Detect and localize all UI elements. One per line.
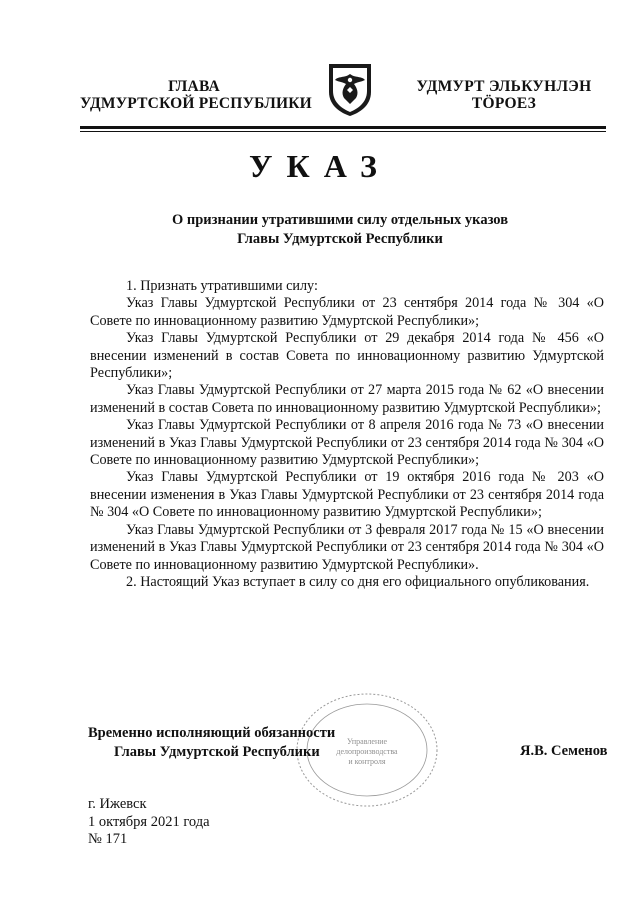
header-left-line1: ГЛАВА xyxy=(168,78,220,95)
subject-line1: О признании утратившими силу отдельных указов xyxy=(171,212,509,228)
body-paragraph-2: Указ Главы Удмуртской Республики от 23 сентября 2014 года № 304 «О Совете по инновационному развитию Удмуртской Республики»; xyxy=(90,295,604,329)
header-left xyxy=(80,78,312,112)
header-rule-thick xyxy=(80,126,606,129)
signatory-position-line1: Временно исполняющий обязанности xyxy=(88,725,336,741)
signatory-name: Я.В. Семенов xyxy=(520,743,608,759)
header-right-line1: УДМУРТ ЭЛЬКУНЛЭН xyxy=(416,78,592,95)
footer-date: 1 октября 2021 года xyxy=(88,813,210,830)
signatory-position-line2: Главы Удмуртской Республики xyxy=(114,744,320,760)
body-paragraph-6: Указ Главы Удмуртской Республики от 19 октября 2016 года № 203 «О внесении изменения в Указ Главы Удмуртской Республики от 23 сентября 2014 года № 304 «О Совете по инновационному развитию Удмуртской Республики»; xyxy=(90,469,604,521)
udmurt-coat-of-arms-icon xyxy=(325,60,375,118)
footer-city: г. Ижевск xyxy=(88,796,147,812)
body-paragraph-8: 2. Настоящий Указ вступает в силу со дня его официального опубликования. xyxy=(126,573,590,590)
document-title: УКАЗ xyxy=(249,148,391,184)
stamp-line1: Управление xyxy=(346,737,388,746)
body-paragraph-3: Указ Главы Удмуртской Республики от 29 декабря 2014 года № 456 «О внесении изменений в состав Совета по инновационному развитию Удмуртской Республики»; xyxy=(90,330,604,382)
header-right-line2: ТӦРОЕЗ xyxy=(471,95,537,112)
header-left-line2: УДМУРТСКОЙ РЕСПУБЛИКИ xyxy=(80,95,312,112)
body-paragraph-1: 1. Признать утратившими силу: xyxy=(126,278,318,294)
body-paragraph-5: Указ Главы Удмуртской Республики от 8 апреля 2016 года № 73 «О внесении изменений в Указ Главы Удмуртской Республики от 23 сентября 2014 года № 304 «О Совете по инновационному развитию Удмуртской Республики»; xyxy=(90,417,604,469)
stamp-line3: и контроля xyxy=(348,757,386,766)
body-paragraph-4: Указ Главы Удмуртской Республики от 27 марта 2015 года № 62 «О внесении изменений в состав Совета по инновационному развитию Удмуртской Республики»; xyxy=(90,382,604,416)
subject-line2: Главы Удмуртской Республики xyxy=(237,231,443,247)
document-subject xyxy=(110,211,570,249)
header-rule-thin xyxy=(80,131,606,132)
document-footer xyxy=(88,796,210,849)
stamp-line2: делопроизводства xyxy=(336,747,398,756)
signatory-position xyxy=(88,724,335,762)
footer-number: № 171 xyxy=(88,831,128,847)
header-right xyxy=(404,78,604,112)
body-paragraph-7: Указ Главы Удмуртской Республики от 3 февраля 2017 года № 15 «О внесении изменений в Указ Главы Удмуртской Республики от 23 сентября 2014 года № 304 «О Совете по инновационному развитию Удмуртской Республики». xyxy=(90,521,604,573)
document-body xyxy=(90,278,604,591)
